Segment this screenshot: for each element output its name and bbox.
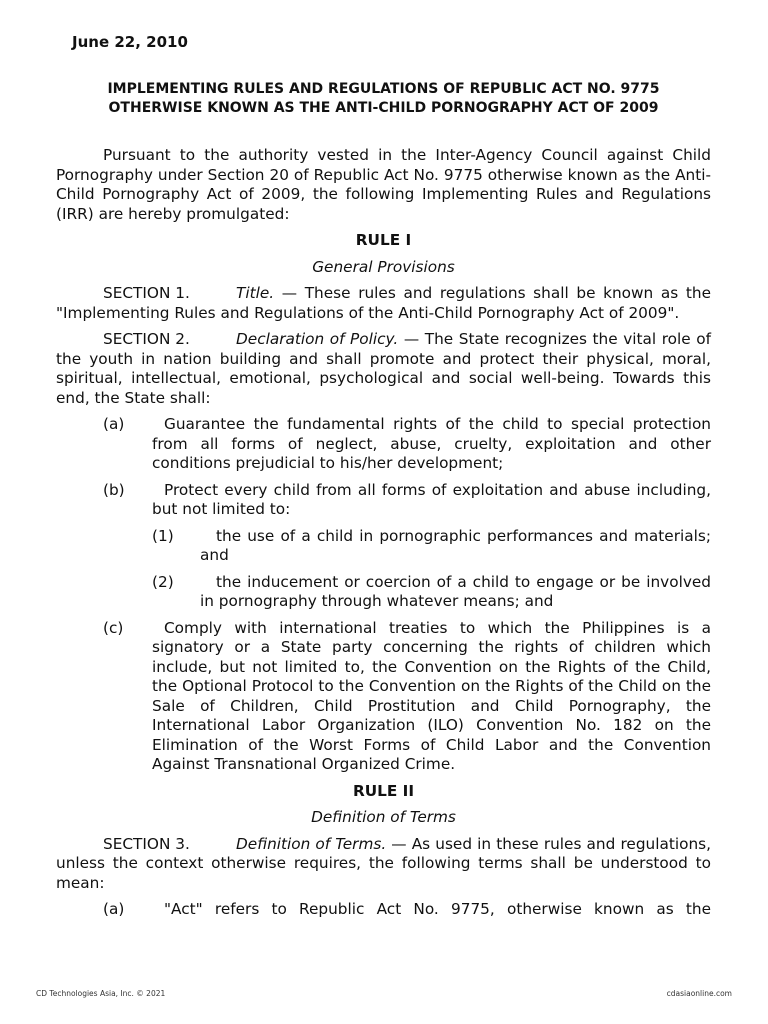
list-item-label: (b)	[103, 480, 125, 499]
list-item-text: "Act" refers to Republic Act No. 9775, otherwise known as the	[164, 900, 711, 918]
section-1-paragraph	[56, 284, 711, 323]
footer-copyright: CD Technologies Asia, Inc. © 2021	[36, 989, 166, 998]
list-item-text: Protect every child from all forms of exploitation and abuse including, but not limited to:	[152, 480, 711, 518]
section-1-label: SECTION 1.	[103, 284, 190, 302]
footer-website: cdasiaonline.com	[666, 989, 732, 998]
section-3-text: — As used in these rules and regulations, unless the context otherwise requires, the following terms shall be understood to mean:	[56, 834, 711, 892]
list-item-b	[56, 481, 711, 520]
section-2-label: SECTION 2.	[103, 330, 190, 348]
rule-2-heading: RULE II	[352, 781, 415, 800]
list-item-c	[56, 619, 711, 775]
sub-item-2	[56, 573, 711, 612]
rule-1-subheading: General Provisions	[312, 257, 455, 276]
section-3-paragraph	[56, 835, 711, 894]
sub-item-1	[56, 527, 711, 566]
list-item-text: Guarantee the fundamental rights of the child to special protection from all forms of neglect, abuse, cruelty, exploitation and other conditions prejudicial to his/her development;	[152, 415, 711, 472]
document-body	[56, 146, 711, 920]
sub-item-label: (2)	[152, 572, 174, 591]
document-date: June 22, 2010	[72, 33, 188, 51]
title-line-1: IMPLEMENTING RULES AND REGULATIONS OF REPUBLIC ACT NO. 9775	[107, 81, 660, 97]
rule-1-heading: RULE I	[355, 231, 412, 249]
list-item-text: Comply with international treaties to which the Philippines is a signatory or a State party concerning the rights of children which include, but not limited to, the Convention on the Rights of the Child, the Optional Protocol to the Convention on the Rights of the Child on the Sale of Children, Child Prostitution and Child Pornography, the International Labor Organization (ILO) Convention No. 182 on the Elimination of the Worst Forms of Child Labor and the Convention Against Transnational Organized Crime.	[152, 618, 711, 773]
preamble-paragraph: Pursuant to the authority vested in the Inter-Agency Council against Child Pornography under Section 20 of Republic Act No. 9775 otherwise known as the Anti-Child Pornography Act of 2009, the following Implementing Rules and Regulations (IRR) are hereby promulgated:	[56, 146, 711, 223]
section-2-paragraph	[56, 330, 711, 408]
sub-item-text: the inducement or coercion of a child to engage or be involved in pornography through whatever means; and	[200, 572, 711, 610]
section-1-text: — These rules and regulations shall be known as the "Implementing Rules and Regulations of the Anti-Child Pornography Act of 2009".	[56, 284, 711, 322]
sub-item-label: (1)	[152, 526, 174, 545]
list-item-label: (c)	[103, 618, 124, 637]
sub-item-text: the use of a child in pornographic performances and materials; and	[200, 526, 711, 564]
section-1-title: Title.	[236, 284, 275, 302]
list-item-label: (a)	[103, 415, 125, 433]
definition-item-a	[56, 900, 711, 920]
section-3-label: SECTION 3.	[103, 834, 190, 853]
list-item-label: (a)	[103, 900, 125, 918]
title-line-2: OTHERWISE KNOWN AS THE ANTI-CHILD PORNOGRAPHY ACT OF 2009	[108, 100, 659, 116]
section-2-title: Declaration of Policy.	[236, 330, 399, 348]
document-title	[56, 80, 711, 118]
section-2-text: — The State recognizes the vital role of the youth in nation building and shall promote and protect their physical, moral, spiritual, intellectual, emotional, psychological and social well-being. Towards this end, the State shall:	[56, 330, 711, 407]
section-3-title: Definition of Terms.	[236, 834, 387, 853]
list-item-a	[56, 415, 711, 474]
rule-2-subheading: Definition of Terms	[311, 808, 456, 826]
